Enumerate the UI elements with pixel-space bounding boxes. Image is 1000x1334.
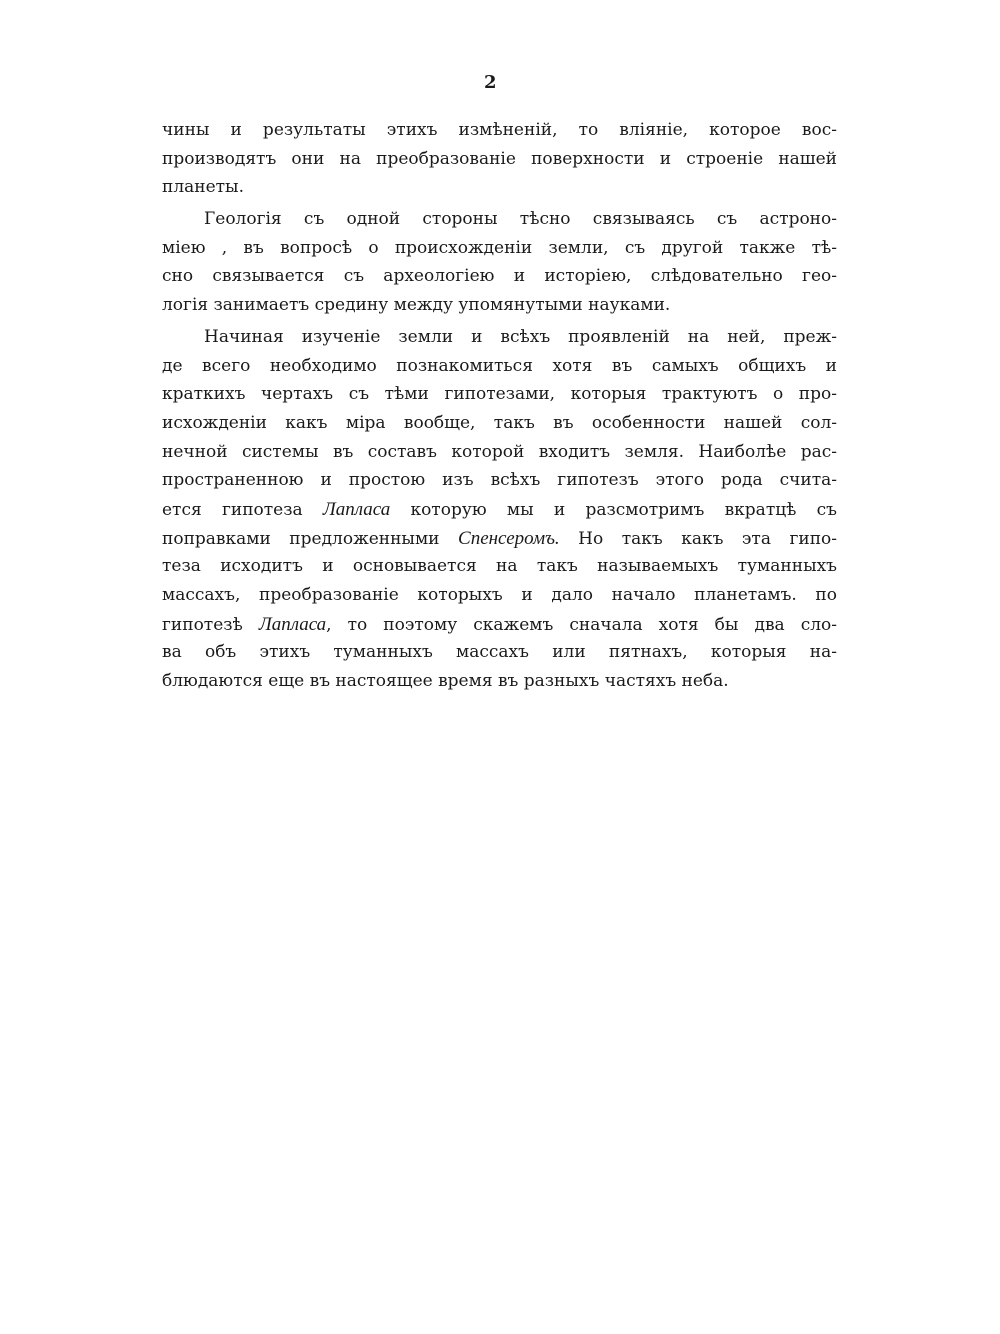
text-segment: Начиная изученіе земли и всѣхъ проявленій на ней, преж- — [204, 326, 837, 347]
text-segment: теза исходитъ и основывается на такъ называемыхъ туманныхъ — [162, 556, 837, 577]
text-line — [162, 238, 837, 267]
italic-name: Лапласа — [258, 613, 327, 635]
text-segment: гипотезѣ — [162, 614, 259, 635]
text-line — [162, 614, 837, 643]
text-line — [162, 120, 837, 149]
text-segment: логія занимаетъ средину между упомянутыми науками. — [162, 295, 671, 316]
text-line — [162, 209, 837, 238]
text-segment: производятъ они на преобразованіе поверхности и строеніе нашей — [162, 148, 837, 169]
text-line — [162, 149, 837, 178]
text-segment: чины и результаты этихъ измѣненій, то вліяніе, которое вос- — [162, 120, 837, 140]
text-segment: міею , въ вопросѣ о происхожденіи земли, съ другой также тѣ- — [162, 237, 837, 258]
text-line — [162, 642, 837, 671]
text-segment: нечной системы въ составъ которой входитъ земля. Наиболѣе рас- — [162, 441, 837, 462]
text-segment: массахъ, преобразованіе которыхъ и дало начало планетамъ. по — [162, 585, 837, 605]
text-segment: которую мы и разсмотримъ вкратцѣ съ — [390, 499, 837, 520]
text-segment: , то поэтому скажемъ сначала хотя бы два сло- — [326, 614, 837, 635]
text-line — [162, 556, 837, 585]
text-line — [162, 470, 837, 499]
text-segment: планеты. — [162, 177, 244, 198]
italic-name: Спенсеромъ. — [458, 527, 560, 549]
text-segment: ва объ этихъ туманныхъ массахъ или пятнахъ, которыя на- — [162, 642, 837, 663]
text-line — [162, 266, 837, 295]
text-line — [162, 499, 837, 528]
text-line — [162, 671, 837, 700]
text-segment: пространенною и простою изъ всѣхъ гипотезъ этого рода счита- — [162, 470, 837, 491]
text-segment: ется гипотеза — [162, 499, 323, 520]
text-line — [162, 442, 837, 471]
text-line — [162, 585, 837, 614]
text-segment: Но такъ какъ эта гипо- — [559, 528, 838, 549]
text-segment: поправками предложенными — [162, 528, 459, 549]
text-segment: де всего необходимо познакомиться хотя въ самыхъ общихъ и — [162, 355, 837, 376]
text-segment: исхожденіи какъ міра вообще, такъ въ особенности нашей сол- — [162, 412, 837, 433]
text-line — [162, 384, 837, 413]
text-line — [162, 356, 837, 385]
italic-name: Лапласа — [322, 498, 391, 520]
page-number: 2 — [484, 72, 497, 93]
text-line — [162, 295, 837, 324]
text-segment: блюдаются еще въ настоящее время въ разныхъ частяхъ неба. — [162, 671, 729, 692]
text-line — [162, 413, 837, 442]
text-line — [162, 528, 837, 557]
text-segment: краткихъ чертахъ съ тѣми гипотезами, которыя трактуютъ о про- — [162, 384, 837, 405]
text-segment: Геологія съ одной стороны тѣсно связываясь съ астроно- — [204, 209, 837, 230]
text-line — [162, 327, 837, 356]
text-line — [162, 177, 837, 206]
body-text — [162, 120, 837, 700]
text-segment: сно связывается съ археологіею и исторіею, слѣдовательно гео- — [162, 266, 837, 287]
